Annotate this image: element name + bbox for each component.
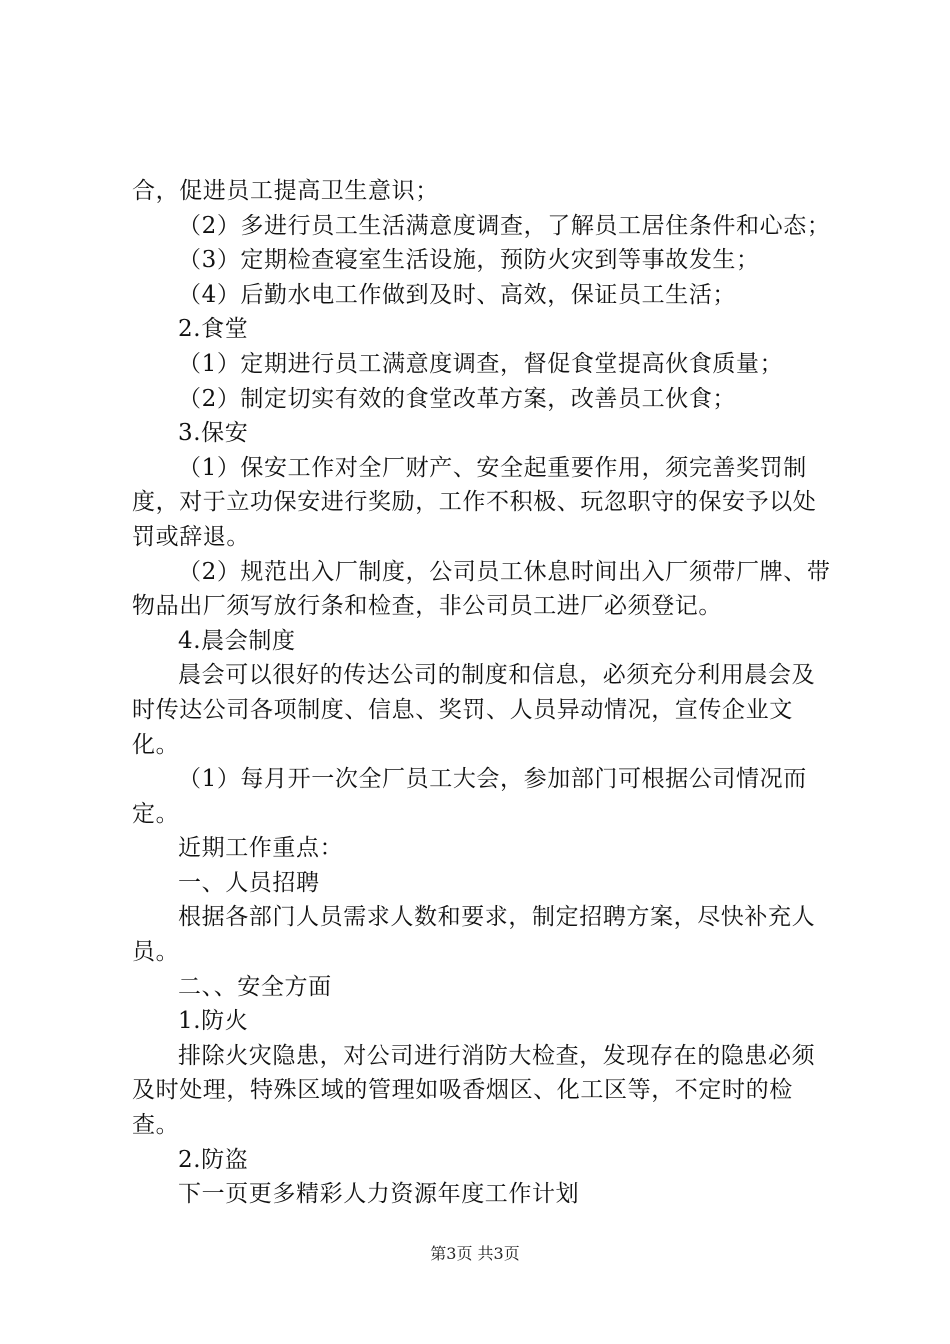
heading-security: 3.保安 (178, 420, 249, 447)
heading-theft-prevention: 2.防盗 (178, 1146, 249, 1173)
heading-recent-focus: 近期工作重点： (178, 835, 344, 862)
heading-recruitment: 一、人员招聘 (178, 869, 320, 896)
heading-canteen: 2.食堂 (178, 316, 249, 343)
paragraph-dorm-item-4: （4）后勤水电工作做到及时、高效，保证员工生活； (178, 281, 737, 308)
document-body (132, 174, 832, 1212)
paragraph-continuation: 合，促进员工提高卫生意识； (132, 178, 439, 204)
paragraph-canteen-item-1: （1）定期进行员工满意度调查，督促食堂提高伙食质量； (178, 350, 784, 377)
paragraph-canteen-item-2: （2）制定切实有效的食堂改革方案，改善员工伙食； (178, 385, 737, 412)
paragraph-morning-meeting: 晨会可以很好的传达公司的制度和信息，必须充分利用晨会及时传达公司各项制度、信息、奖罚、人员异动情况，宣传企业文化。 (132, 662, 816, 758)
paragraph-security-item-1: （1）保安工作对全厂财产、安全起重要作用，须完善奖罚制度，对于立功保安进行奖励，工作不积极、玩忽职守的保安予以处罚或辞退。 (132, 454, 817, 550)
heading-safety: 二、、安全方面 (178, 973, 332, 1000)
paragraph-security-item-2: （2）规范出入厂制度，公司员工休息时间出入厂须带厂牌、带物品出厂须写放行条和检查，非公司员工进厂必须登记。 (132, 558, 831, 620)
page-footer: 第3页 共3页 (430, 1244, 520, 1263)
heading-fire-prevention: 1.防火 (178, 1008, 249, 1035)
heading-morning-meeting: 4.晨会制度 (178, 627, 296, 654)
paragraph-dorm-item-2: （2）多进行员工生活满意度调查，了解员工居住条件和心态； (178, 212, 831, 239)
paragraph-next-page-note: 下一页更多精彩人力资源年度工作计划 (178, 1181, 580, 1208)
paragraph-recruitment: 根据各部门人员需求人数和要求，制定招聘方案，尽快补充人员。 (132, 904, 816, 966)
paragraph-fire-prevention: 排除火灾隐患，对公司进行消防大检查，发现存在的隐患必须及时处理，特殊区域的管理如吸香烟区、化工区等，不定时的检查。 (132, 1042, 816, 1139)
paragraph-morning-meeting-item-1: （1）每月开一次全厂员工大会，参加部门可根据公司情况而定。 (132, 766, 807, 827)
paragraph-dorm-item-3: （3）定期检查寝室生活设施，预防火灾到等事故发生； (178, 247, 760, 274)
